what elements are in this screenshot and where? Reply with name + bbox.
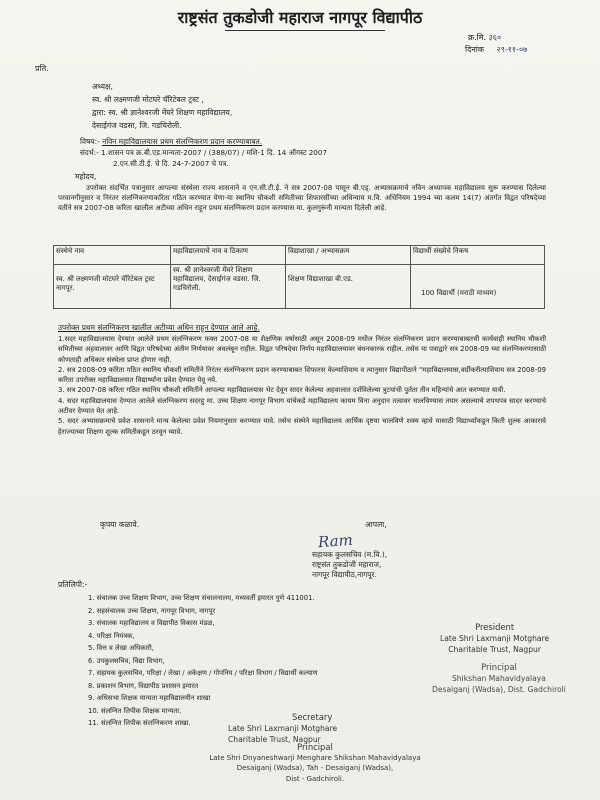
table-header-cell: विद्यार्थी संख्येचे निकष [411,246,545,265]
cc-item: 4. परिक्षा नियंत्रक, [88,631,135,640]
cc-list [88,592,318,730]
closing-text: कृपया कळावे. [100,520,140,529]
ref-value: ३६० [488,33,502,42]
date-label: दिनांक [465,45,484,54]
signoff: आपला, [365,520,387,529]
addressee-block [92,80,232,132]
stamp-line: Desaiganj (Wadsa), Tah - Desaiganj (Wadsa), [236,764,394,772]
affiliation-table [53,245,545,309]
reference-1: 1.शासन पत्र क्र.बी.एड.मान्यता-2007 / (388/07) / मशि-1 दि. 14 ऑगस्ट 2007 [101,148,328,157]
table-cell: स्व. श्री लक्ष्मणजी मोटघरे चॅरिटेबल ट्रस्ट नागपूर. [54,265,171,309]
condition-item: 4. सदर महाविद्यालयास देण्यात आलेले संलग्निकरण सदरहु मा. उच्च शिक्षण नागपूर विभाग यांचेकडे महाविद्यालय कायम विना अनुदान तत्वावर चालविण्यास तयार असल्याचे शपथपत्र सादर करण्याचे अटीवर देण्यात येत आहे. [58,396,546,416]
table-header-cell: संस्थेचे नाव [54,246,171,265]
signatory-designation: सहायक कुलसचिव (म.वि.), [312,550,388,559]
cc-item: 3. संचालक महाविद्यालय व विद्यापीठ विकास मंडळ, [88,619,215,627]
handwritten-signature: Ram [317,530,354,552]
principal-stamp-bottom [190,742,440,784]
university-title: राष्ट्रसंत तुकडोजी महाराज नागपूर विद्यापीठ [177,8,423,27]
stamp-line: Desaiganj (Wadsa), Dist. Gadchiroli [432,685,566,694]
subject-row [80,137,262,146]
stamp-line: Charitable Trust, Nagpur [448,645,541,654]
cc-item: 10. संलग्नित लिपीक शिक्षक मान्यता. [88,706,182,715]
date-row [465,45,527,55]
addressee-line: देसाईगंज वडसा, जि. गडचिरोली. [92,121,182,130]
cc-item: 1. संचालक उच्च शिक्षण विभाग, उच्च शिक्षण संचालनालय, मध्यवर्ती इमारत पुणे 411001. [88,594,315,602]
body-paragraph: उपरोक्त संदर्भित पत्रानुसार आपल्या संस्थेला राज्य शासनाने व एन.सी.टी.ई. ने सत्र 2007-08 पासून बी.एड्. अभ्यासक्रमाचे नविन अध्यापक महाविद्यालय सुरू करण्यास दिलेल्या परवानगीनुसार व निरंतर संलग्निकरणाकरिता गठित करण्यात येणा-या स्थानिय चौकशी समितीच्या शिफारसींच्या अधिन्याय म.वि. अधिनियम 1994 च्या कलम 14(7) अंतर्गत विद्वत परिषदेच्या वतीने सत्र 2007-08 करिता खालील अटीच्या अधिन राहून प्रथम संलग्निकरण प्रदान करण्यास मा. कुलगुरूंनी मान्यता दिलेली आहे. [58,184,546,213]
stamp-title: Secretary [292,712,333,722]
stamp-title: President [475,622,515,632]
cc-item: 9. अधिसभा शिक्षक मान्यता महाविद्यालयीन शाखा [88,694,211,702]
table-header-cell: महाविद्यालयाचे नाव व ठिकाण [171,246,286,265]
reference-2: 2.एन.सी.टी.ई. चे दि. 24-7-2007 चे पत्र. [113,159,229,168]
stamp-line: Charitable Trust, Nagpur [228,735,321,744]
stamp-line: Late Shri Laxmanji Motghare [440,634,550,643]
table-cell: 100 विद्यार्थी (मराठी माध्यम) [411,265,545,309]
condition-item: 1.सदर महाविद्यालयास देण्यात आलेले प्रथम संलग्निकरण फक्त 2007-08 या शैक्षणिक वर्षासाठी असून 2008-09 मधील निरंतर संलग्निकरण प्रदान करण्याबाबतची कार्यवाही स्थानिय चौकशी समितीच्या अहवालावर आणि विद्वत परिषदेच्या अंतीम निर्णयावर अवलंबून राहील. विद्वत परिषदेचा निर्णय महाविद्यालयावर बंधनकारक राहील. तसेच या पत्राद्वारे सत्र 2008-09 च्या संलग्निकरणासाठी कोणताही अधिकार संस्थेला प्राप्त होणार नाही. [58,335,546,364]
president-stamp [440,622,549,655]
cc-item: 5. वित्त व लेखा अधिकारी, [88,644,154,652]
title-underline [225,30,385,31]
addressee-line: स्व. श्री लक्ष्मणजी मोटघरे चॅरिटेबल ट्रस्ट , [92,95,204,104]
principal-stamp-middle [432,662,566,695]
stamp-line: Late Shri Laxmanji Motghare [228,724,338,733]
table-cell: शिक्षण विद्याशाखा बी.एड. [286,265,411,309]
signatory-university: राष्ट्रसंत तुकडोजी महाराज, [312,560,382,569]
stamp-line: Dist - Gadchiroli. [285,774,345,783]
cc-item: 7. सहायक कुलसचिव, परिक्षा / लेखा / अकेक्षण / गोपनिय / परिक्षा विभाग / विद्यार्थी कल्याण [88,669,318,677]
signatory-place: नागपूर विद्यापीठ,नागपूर. [312,570,377,579]
date-value: २९-११-०७ [496,45,528,54]
reference-row [80,148,327,157]
ref-label: क्र.मि. [468,33,487,42]
cc-item: 11. संलग्नित लिपीक संलग्निकरण शाखा. [88,719,191,727]
stamp-title: Principal [297,742,333,752]
cc-item: 6. उपकुलसचिव, विद्या विभाग, [88,656,165,665]
signatory-block [312,550,387,580]
secretary-stamp [228,712,337,745]
addressee-line: द्वारा: स्व. श्री ज्ञानेश्वरजी मेंघरे शिक्षण महाविद्यालय, [92,108,233,117]
salutation: महोदय, [75,172,97,181]
condition-item: 3. सत्र 2007-08 करिता गठित स्थानिय चौकशी समितीने आपल्या महाविद्यालयास भेट देवून सादर केलेल्या अहवालात दर्शविलेल्या त्रुटयांची पुर्तता तीन महिन्यांचे आत करण्यात यावी. [58,386,506,395]
table-cell: स्व. श्री ज्ञानेश्वरजी मेंघरे शिक्षण महाविद्यालय, देसाईगंज वडसा. जि. गडचिरोली. [171,265,286,309]
ref-number-row [468,33,501,43]
cc-label: प्रतिलिपी:- [58,580,88,589]
reference-label: संदर्भ:- [80,148,99,157]
stamp-line: Shikshan Mahavidyalaya [451,674,546,683]
cc-item: 8. प्रकाशन विभाग, विद्यापीठ प्रशासन इमारत [88,681,199,690]
stamp-title: Principal [481,662,517,672]
addressee-line: अध्यक्ष, [92,82,113,91]
condition-item: 5. सदर अभ्यासक्रमाचे प्रवेश शासनाने मान्य केलेल्या प्रवेश नियमानुसार करण्यात यावे. तसेच संस्थेने महाविद्यालय आर्थिक दृष्टया चालविणे शक्य व्हावे यासाठी विद्यार्थ्यांकडून किती शुल्क आकारावे हेराज्याच्या शिक्षण शुल्क समितीकडून ठरवून घ्यावे. [58,417,546,436]
prati-label: प्रति. [35,64,49,73]
conditions-list [58,334,546,437]
stamp-line: Late Shri Dnyaneshwarji Menghare Shikshan Mahavidyalaya [209,753,421,762]
table-header-cell: विद्याशाखा / अभ्यासक्रम [286,246,411,265]
subject-label: विषय:- [80,137,100,146]
table-row [54,265,545,309]
table-header-row [54,246,545,265]
subject-text: नविन महाविद्यालयास प्रथम संलग्निकरण प्रदान करण्याबाबत. [102,137,263,146]
condition-item: 2. सत्र 2008-09 करिता गठित स्थानिय चौकशी समितीने निरंतर संलग्निकरण प्रदान करण्याबाबत शिफारस केल्याशिवाय व त्यानुसार विद्यापीठाने "महाविद्यालयास,वर्ग्रीकरीत्याशिवाय सत्र 2008-09 करिता उपरोक्त महाविद्यालयात विद्यार्थ्यांना प्रवेश देण्यात येवू नये. [58,365,546,385]
conditions-heading: उपरोक्त प्रथम संलग्निकरण खालील अटीच्या अधिन राहून देण्यात आले आहे. [58,323,260,332]
cc-item: 2. सहसंचालक उच्च शिक्षण, नागपूर विभाग, नागपूर [88,606,216,615]
